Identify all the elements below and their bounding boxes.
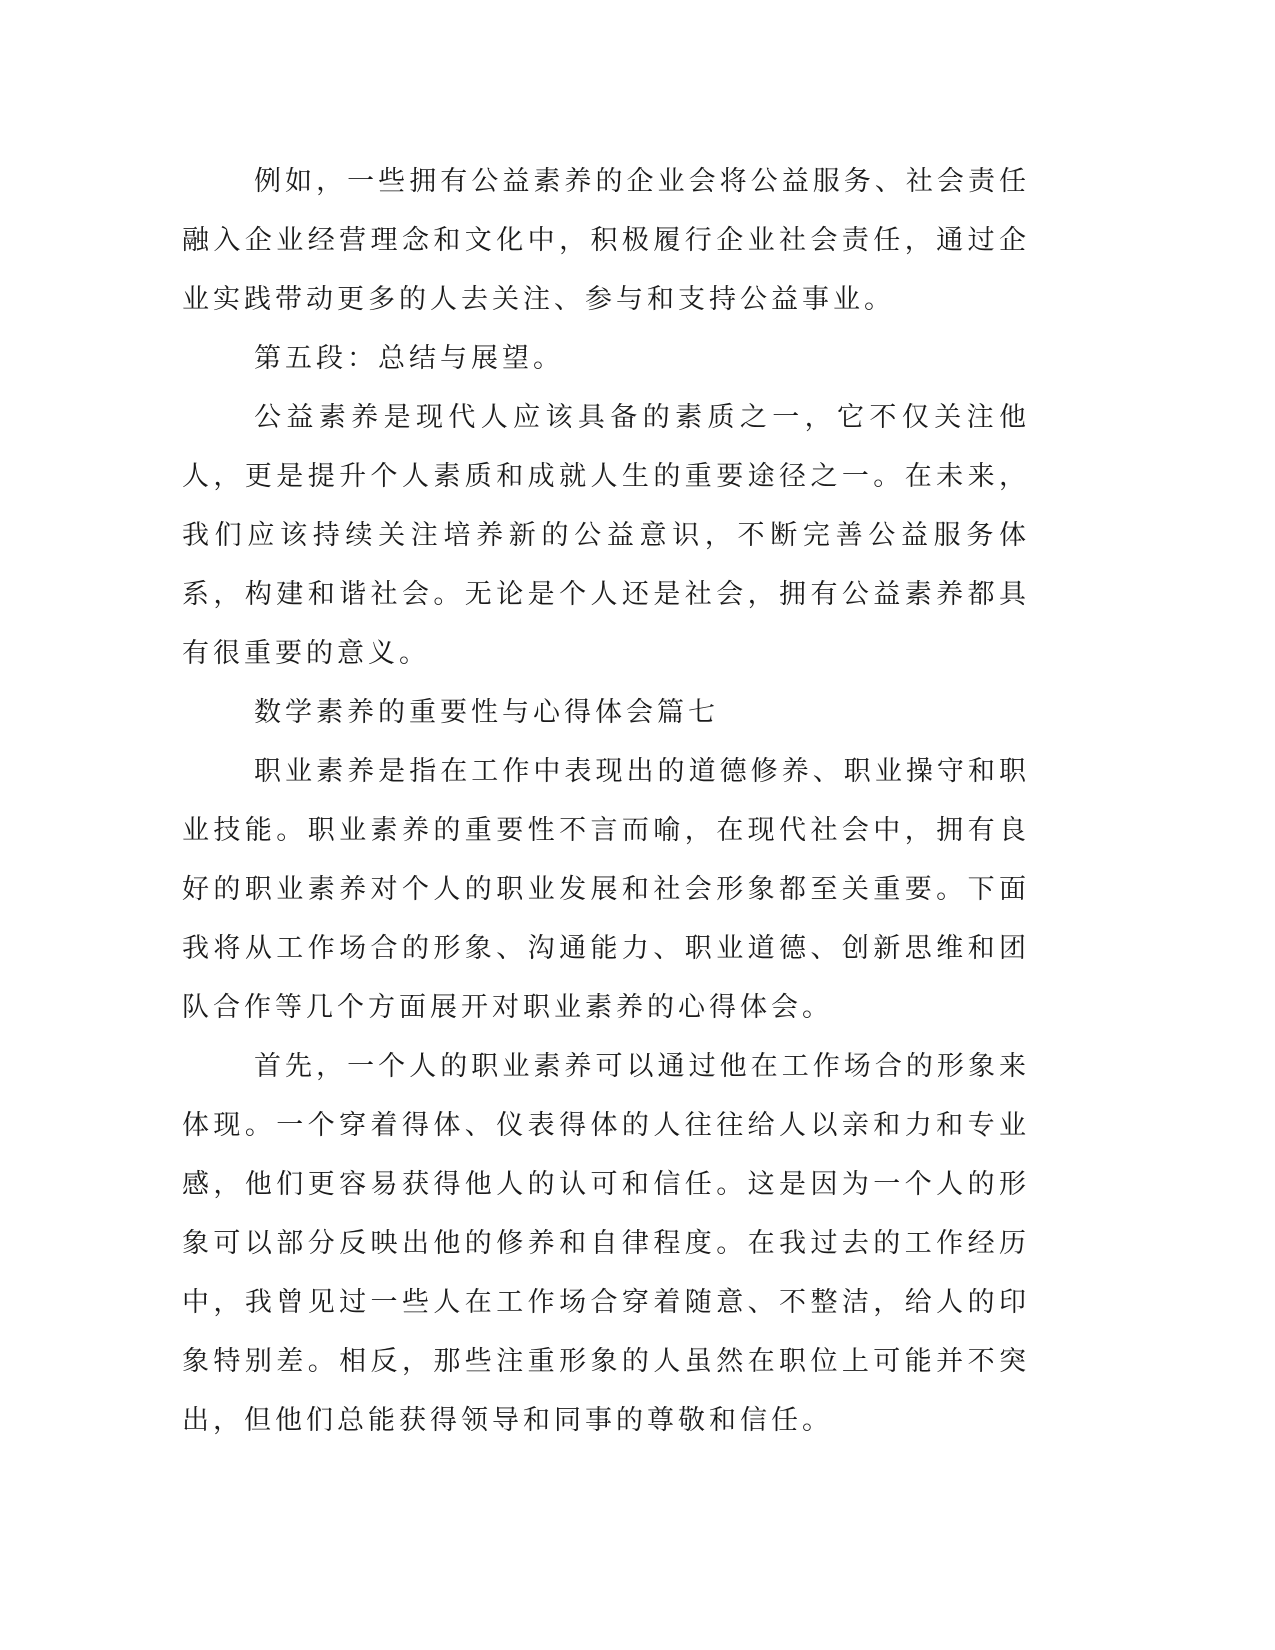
section-heading-fifth: 第五段：总结与展望。 (254, 343, 564, 374)
paragraph-professional-literacy: 职业素养是指在工作中表现出的道德修养、职业操守和职业技能。职业素养的重要性不言而喻，在现代社会中，拥有良好的职业素养对个人的职业发展和社会形象都至关重要。下面我将从工作场合的形象、沟通能力、职业道德、创新思维和团队合作等几个方面展开对职业素养的心得体会。 (182, 756, 1030, 1023)
paragraph-workplace-image: 首先，一个人的职业素养可以通过他在工作场合的形象来体现。一个穿着得体、仪表得体的人往往给人以亲和力和专业感，他们更容易获得他人的认可和信任。这是因为一个人的形象可以部分反映出他的修养和自律程度。在我过去的工作经历中，我曾见过一些人在工作场合穿着随意、不整洁，给人的印象特别差。相反，那些注重形象的人虽然在职位上可能并不突出，但他们总能获得领导和同事的尊敬和信任。 (182, 1051, 1030, 1436)
paragraph-corporate-example: 例如，一些拥有公益素养的企业会将公益服务、社会责任融入企业经营理念和文化中，积极履行企业社会责任，通过企业实践带动更多的人去关注、参与和支持公益事业。 (182, 166, 1030, 315)
paragraph-summary: 公益素养是现代人应该具备的素质之一，它不仅关注他人，更是提升个人素质和成就人生的重要途径之一。在未来，我们应该持续关注培养新的公益意识，不断完善公益服务体系，构建和谐社会。无论是个人还是社会，拥有公益素养都具有很重要的意义。 (182, 402, 1030, 669)
section-heading-part-seven: 数学素养的重要性与心得体会篇七 (254, 697, 719, 728)
document-body (182, 152, 1030, 1450)
